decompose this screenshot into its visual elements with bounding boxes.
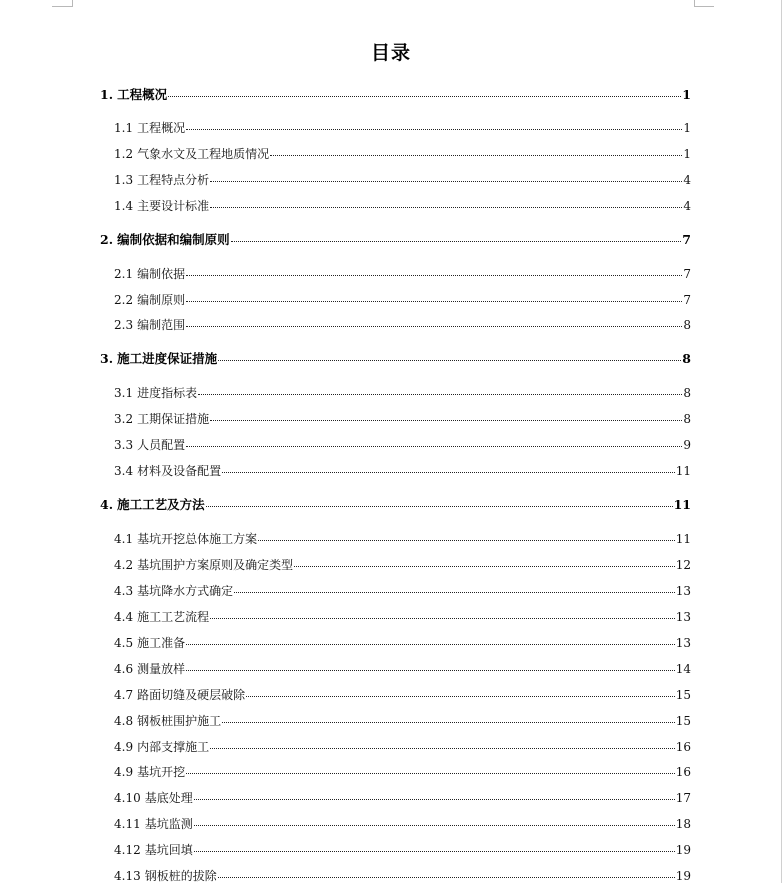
toc-section-entry[interactable] bbox=[114, 687, 691, 703]
toc-section-entry[interactable] bbox=[114, 266, 691, 282]
crop-mark-top-right bbox=[694, 0, 695, 7]
toc-entry-number: 4.6 bbox=[114, 662, 134, 676]
dot-leader bbox=[186, 670, 675, 671]
toc-page-number: 19 bbox=[675, 869, 691, 883]
toc-entry-text: 测量放样 bbox=[137, 662, 186, 676]
toc-section-entry[interactable] bbox=[114, 198, 691, 214]
toc-entry-text: 进度指标表 bbox=[137, 386, 198, 400]
dot-leader bbox=[198, 394, 682, 395]
toc-entry-number: 4.13 bbox=[114, 869, 141, 883]
toc-entry-number: 1.2 bbox=[114, 147, 134, 161]
toc-entry-label bbox=[114, 816, 193, 832]
toc-section-entry[interactable] bbox=[114, 557, 691, 573]
toc-section-entry[interactable] bbox=[114, 713, 691, 729]
toc-entry-number: 2.1 bbox=[114, 267, 134, 281]
toc-page-number: 17 bbox=[675, 791, 691, 805]
toc-section-entry[interactable] bbox=[114, 146, 691, 162]
toc-entry-number: 4.9 bbox=[114, 765, 134, 779]
toc-entry-label bbox=[114, 661, 185, 677]
dot-leader bbox=[231, 241, 682, 242]
toc-page-number: 11 bbox=[673, 497, 691, 512]
toc-page-number: 13 bbox=[675, 636, 691, 650]
toc-entry-text: 人员配置 bbox=[137, 438, 186, 452]
toc-page-number: 15 bbox=[675, 714, 691, 728]
toc-entry-text: 施工准备 bbox=[137, 636, 186, 650]
toc-section-entry[interactable] bbox=[114, 739, 691, 755]
dot-leader bbox=[194, 825, 675, 826]
crop-mark-top-right bbox=[694, 6, 714, 7]
toc-section-entry[interactable] bbox=[114, 411, 691, 427]
toc-page-number: 1 bbox=[683, 147, 691, 161]
toc-entry-number: 4.5 bbox=[114, 636, 134, 650]
toc-entry-text: 施工工艺流程 bbox=[137, 610, 210, 624]
toc-section-entry[interactable] bbox=[114, 635, 691, 651]
toc-entry-number: 1.3 bbox=[114, 173, 134, 187]
toc-page-number: 11 bbox=[675, 532, 691, 546]
toc-chapter-entry[interactable] bbox=[100, 351, 691, 367]
toc-entry-label bbox=[114, 531, 257, 547]
toc-entry-number: 3.2 bbox=[114, 412, 134, 426]
toc-entry-label bbox=[114, 385, 197, 401]
dot-leader bbox=[222, 722, 675, 723]
toc-entry-text: 气象水文及工程地质情况 bbox=[137, 147, 270, 161]
toc-entry-text: 主要设计标准 bbox=[137, 199, 210, 213]
toc-section-entry[interactable] bbox=[114, 868, 691, 883]
toc-page-number: 1 bbox=[683, 121, 691, 135]
dot-leader bbox=[186, 129, 682, 130]
toc-page-number: 18 bbox=[675, 817, 691, 831]
dot-leader bbox=[186, 446, 682, 447]
toc-entry-text: 基坑降水方式确定 bbox=[137, 584, 234, 598]
toc-section-entry[interactable] bbox=[114, 463, 691, 479]
toc-entry-text: 路面切缝及硬层破除 bbox=[137, 688, 246, 702]
toc-entry-number: 4.7 bbox=[114, 688, 134, 702]
toc-entry-number: 1. bbox=[100, 87, 114, 102]
toc-entry-label bbox=[114, 172, 209, 188]
toc-entry-label bbox=[114, 713, 221, 729]
toc-entry-label bbox=[114, 868, 217, 883]
dot-leader bbox=[186, 275, 682, 276]
dot-leader bbox=[194, 799, 675, 800]
toc-page-number: 7 bbox=[683, 267, 691, 281]
toc-section-entry[interactable] bbox=[114, 120, 691, 136]
toc-section-entry[interactable] bbox=[114, 609, 691, 625]
dot-leader bbox=[234, 592, 675, 593]
toc-entry-label bbox=[114, 120, 185, 136]
toc-entry-label bbox=[114, 583, 233, 599]
toc-entry-number: 4.11 bbox=[114, 817, 141, 831]
toc-entry-label bbox=[114, 609, 209, 625]
toc-entry-text: 基坑回填 bbox=[144, 843, 193, 857]
toc-section-entry[interactable] bbox=[114, 764, 691, 780]
dot-leader bbox=[210, 420, 682, 421]
dot-leader bbox=[270, 155, 682, 156]
dot-leader bbox=[186, 773, 675, 774]
toc-entry-text: 钢板桩围护施工 bbox=[137, 714, 222, 728]
dot-leader bbox=[186, 301, 682, 302]
dot-leader bbox=[168, 96, 681, 97]
toc-chapter-entry[interactable] bbox=[100, 497, 691, 513]
toc-entry-text: 基坑开挖总体施工方案 bbox=[137, 532, 258, 546]
toc-section-entry[interactable] bbox=[114, 531, 691, 547]
toc-chapter-entry[interactable] bbox=[100, 87, 691, 103]
dot-leader bbox=[186, 326, 682, 327]
toc-entry-text: 施工工艺及方法 bbox=[117, 497, 205, 512]
toc-entry-label bbox=[114, 266, 185, 282]
toc-entry-label bbox=[114, 635, 185, 651]
crop-mark-top-left bbox=[72, 0, 73, 7]
toc-page-number: 11 bbox=[675, 464, 691, 478]
toc-entry-label bbox=[100, 87, 167, 103]
dot-leader bbox=[246, 696, 675, 697]
toc-section-entry[interactable] bbox=[114, 842, 691, 858]
dot-leader bbox=[258, 540, 675, 541]
toc-entry-text: 工程概况 bbox=[137, 121, 186, 135]
toc-entry-number: 1.1 bbox=[114, 121, 134, 135]
toc-page-number: 8 bbox=[683, 412, 691, 426]
toc-page-number: 12 bbox=[675, 558, 691, 572]
dot-leader bbox=[218, 877, 675, 878]
toc-page-number: 8 bbox=[683, 318, 691, 332]
dot-leader bbox=[194, 851, 675, 852]
toc-section-entry[interactable] bbox=[114, 172, 691, 188]
toc-page-number: 16 bbox=[675, 765, 691, 779]
toc-entry-label bbox=[114, 146, 269, 162]
toc-entry-number: 2.3 bbox=[114, 318, 134, 332]
toc-entry-label bbox=[114, 842, 193, 858]
toc-entry-label bbox=[100, 351, 217, 367]
toc-section-entry[interactable] bbox=[114, 583, 691, 599]
toc-page-number: 8 bbox=[682, 351, 691, 366]
toc-entry-number: 1.4 bbox=[114, 199, 134, 213]
toc-page-number: 15 bbox=[675, 688, 691, 702]
toc-entry-text: 编制依据 bbox=[137, 267, 186, 281]
dot-leader bbox=[218, 360, 681, 361]
toc-title: 目录 bbox=[370, 42, 411, 64]
toc-section-entry[interactable] bbox=[114, 292, 691, 308]
toc-entry-label bbox=[114, 739, 209, 755]
toc-page-number: 1 bbox=[682, 87, 691, 102]
toc-page-number: 7 bbox=[683, 293, 691, 307]
toc-entry-number: 3. bbox=[100, 351, 114, 366]
dot-leader bbox=[222, 472, 675, 473]
toc-section-entry[interactable] bbox=[114, 437, 691, 453]
toc-page-number: 7 bbox=[682, 232, 691, 247]
dot-leader bbox=[210, 207, 682, 208]
toc-page-number: 13 bbox=[675, 610, 691, 624]
toc-entry-number: 4.2 bbox=[114, 558, 134, 572]
toc-entry-label bbox=[100, 232, 230, 248]
toc-chapter-entry[interactable] bbox=[100, 232, 691, 248]
toc-entry-label bbox=[114, 463, 221, 479]
toc-entry-number: 4. bbox=[100, 497, 114, 512]
toc-entry-label bbox=[114, 317, 185, 333]
toc-entry-number: 3.4 bbox=[114, 464, 134, 478]
toc-entry-label bbox=[114, 198, 209, 214]
crop-mark-top-left bbox=[52, 6, 72, 7]
toc-entry-text: 基坑监测 bbox=[144, 817, 193, 831]
toc-page-number: 19 bbox=[675, 843, 691, 857]
toc-page-number: 4 bbox=[683, 173, 691, 187]
toc-entry-text: 工期保证措施 bbox=[137, 412, 210, 426]
toc-entry-text: 内部支撑施工 bbox=[137, 740, 210, 754]
toc-entry-text: 工程概况 bbox=[117, 87, 168, 102]
toc-entry-text: 编制依据和编制原则 bbox=[117, 232, 230, 247]
toc-entry-number: 4.3 bbox=[114, 584, 134, 598]
toc-entry-number: 4.10 bbox=[114, 791, 141, 805]
toc-entry-label bbox=[114, 292, 185, 308]
toc-entry-number: 3.3 bbox=[114, 438, 134, 452]
dot-leader bbox=[294, 566, 675, 567]
toc-section-entry[interactable] bbox=[114, 385, 691, 401]
toc-entry-label bbox=[114, 764, 185, 780]
toc-entry-text: 编制范围 bbox=[137, 318, 186, 332]
toc-entry-number: 2.2 bbox=[114, 293, 134, 307]
toc-page-number: 13 bbox=[675, 584, 691, 598]
toc-entry-text: 钢板桩的拔除 bbox=[144, 869, 217, 883]
toc-entry-label bbox=[114, 437, 185, 453]
toc-entry-number: 4.1 bbox=[114, 532, 134, 546]
toc-entry-text: 基底处理 bbox=[144, 791, 193, 805]
toc-entry-number: 2. bbox=[100, 232, 114, 247]
toc-entry-text: 工程特点分析 bbox=[137, 173, 210, 187]
dot-leader bbox=[210, 181, 682, 182]
toc-entry-text: 基坑围护方案原则及确定类型 bbox=[137, 558, 294, 572]
toc-page-number: 14 bbox=[675, 662, 691, 676]
toc-entry-label bbox=[114, 790, 193, 806]
toc-entry-text: 材料及设备配置 bbox=[137, 464, 222, 478]
dot-leader bbox=[210, 618, 675, 619]
toc-page-number: 8 bbox=[683, 386, 691, 400]
toc-entry-text: 基坑开挖 bbox=[137, 765, 186, 779]
toc-entry-label bbox=[114, 687, 245, 703]
toc-entry-number: 4.8 bbox=[114, 714, 134, 728]
toc-entry-text: 编制原则 bbox=[137, 293, 186, 307]
dot-leader bbox=[210, 748, 675, 749]
toc-section-entry[interactable] bbox=[114, 661, 691, 677]
toc-entry-number: 4.12 bbox=[114, 843, 141, 857]
toc-section-entry[interactable] bbox=[114, 790, 691, 806]
toc-entry-label bbox=[114, 411, 209, 427]
toc-entry-label bbox=[100, 497, 205, 513]
toc-page-number: 4 bbox=[683, 199, 691, 213]
toc-entry-label bbox=[114, 557, 293, 573]
toc-page-number: 9 bbox=[683, 438, 691, 452]
toc-page-number: 16 bbox=[675, 740, 691, 754]
toc-entry-number: 4.9 bbox=[114, 740, 134, 754]
dot-leader bbox=[186, 644, 675, 645]
toc-entry-number: 3.1 bbox=[114, 386, 134, 400]
dot-leader bbox=[206, 506, 673, 507]
toc-section-entry[interactable] bbox=[114, 816, 691, 832]
toc-section-entry[interactable] bbox=[114, 317, 691, 333]
toc-entry-number: 4.4 bbox=[114, 610, 134, 624]
toc-entry-text: 施工进度保证措施 bbox=[117, 351, 218, 366]
